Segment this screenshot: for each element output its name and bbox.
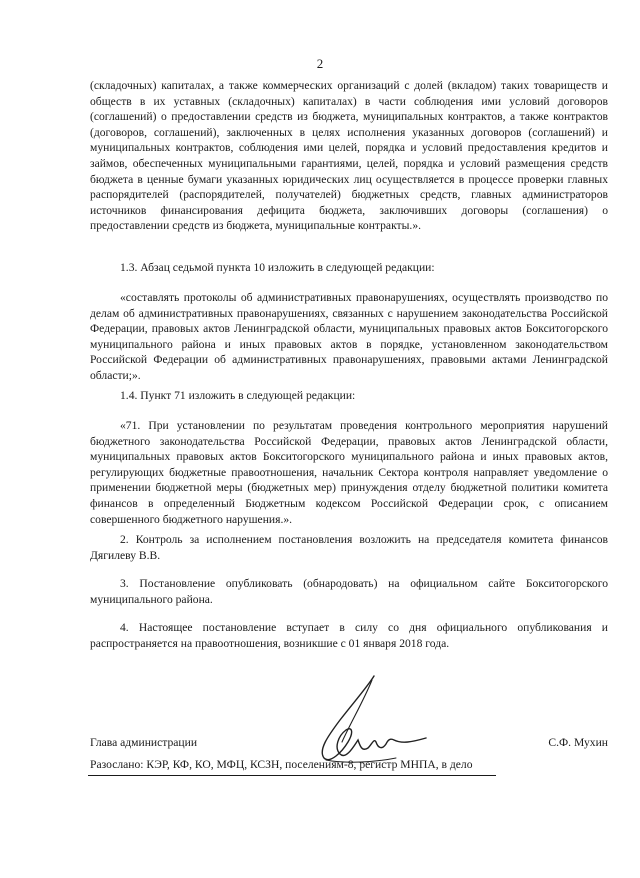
signatory-title: Глава администрации — [90, 736, 198, 749]
paragraph-item-4 — [90, 620, 608, 651]
item-3-text: 3. Постановление опубликовать (обнародовать) на официальном сайте Бокситогорского муниципального района. — [90, 577, 608, 606]
paragraph-item-1-3 — [90, 260, 608, 276]
distribution-list: Разослано: КЭР, КФ, КО, МФЦ, КСЗН, поселениям-8, регистр МНПА, в дело — [90, 758, 473, 771]
item-1-4-quote: «71. При установлении по результатам проведения контрольного мероприятия нарушений бюджетного законодательства Российской Федерации, правовых актов Ленинградской области, муниципальных правовых актов Бокситогорского муниципального района и иных правовых актов, регулирующих бюджетные правоотношения, начальник Сектора контроля направляет уведомление о применении бюджетной меры (бюджетных мер) принуждения отделу бюджетной политики комитета финансов в определенный Бюджетным кодексом Российской Федерации срок, с описанием совершенного бюджетного нарушения.». — [90, 419, 608, 526]
item-1-3-quote: «составлять протоколы об административных правонарушениях, осуществлять производство по делам об административных правонарушениях, связанных с нарушением законодательства Российской Федерации, правовых актов Ленинградской области, муниципальных правовых актов Бокситогорского муниципального района и иных правовых актов в порядке, установленном законодательством Российской Федерации об административных правонарушениях, правовыми актами Ленинградской области;». — [90, 291, 608, 382]
paragraph-item-1-4 — [90, 388, 608, 404]
item-4-text: 4. Настоящее постановление вступает в силу со дня официального опубликования и распространяется на правоотношения, возникшие с 01 января 2018 года. — [90, 621, 608, 650]
item-1-4-heading: 1.4. Пункт 71 изложить в следующей редакции: — [120, 389, 356, 402]
paragraph-item-3 — [90, 576, 608, 607]
signatory-name: С.Ф. Мухин — [548, 736, 608, 749]
paragraph-item-1-4-text — [90, 418, 608, 527]
paragraph-intro — [90, 78, 608, 234]
paragraph-item-1-3-text — [90, 290, 608, 384]
item-2-text: 2. Контроль за исполнением постановления возложить на председателя комитета финансов Дягилеву В.В. — [90, 533, 608, 562]
page-number: 2 — [316, 56, 324, 71]
paragraph-item-2 — [90, 532, 608, 563]
paragraph-intro-text: (складочных) капиталах, а также коммерческих организаций с долей (вкладом) таких товариществ и обществ в их уставных (складочных) капиталах) в части соблюдения ими условий договоров (соглашений) о предоставлении средств из бюджета, муниципальных контрактов, а также контрактов (договоров, соглашений), заключенных в целях исполнения указанных договоров (соглашений) и муниципальных контрактов, соблюдения ими целей, порядка и условий предоставления кредитов и займов, обеспеченных муниципальными гарантиями, целей, порядка и условий размещения средств бюджета в ценные бумаги указанных юридических лиц осуществляется в процессе проверки главных распорядителей (распорядителей, получателей) бюджетных средств, главных администраторов источников финансирования дефицита бюджета, заключивших договоры (соглашения) о предоставлении средств из бюджета, муниципальные контракты.». — [90, 79, 608, 233]
distribution-underline — [88, 775, 496, 776]
item-1-3-heading: 1.3. Абзац седьмой пункта 10 изложить в следующей редакции: — [120, 261, 435, 274]
